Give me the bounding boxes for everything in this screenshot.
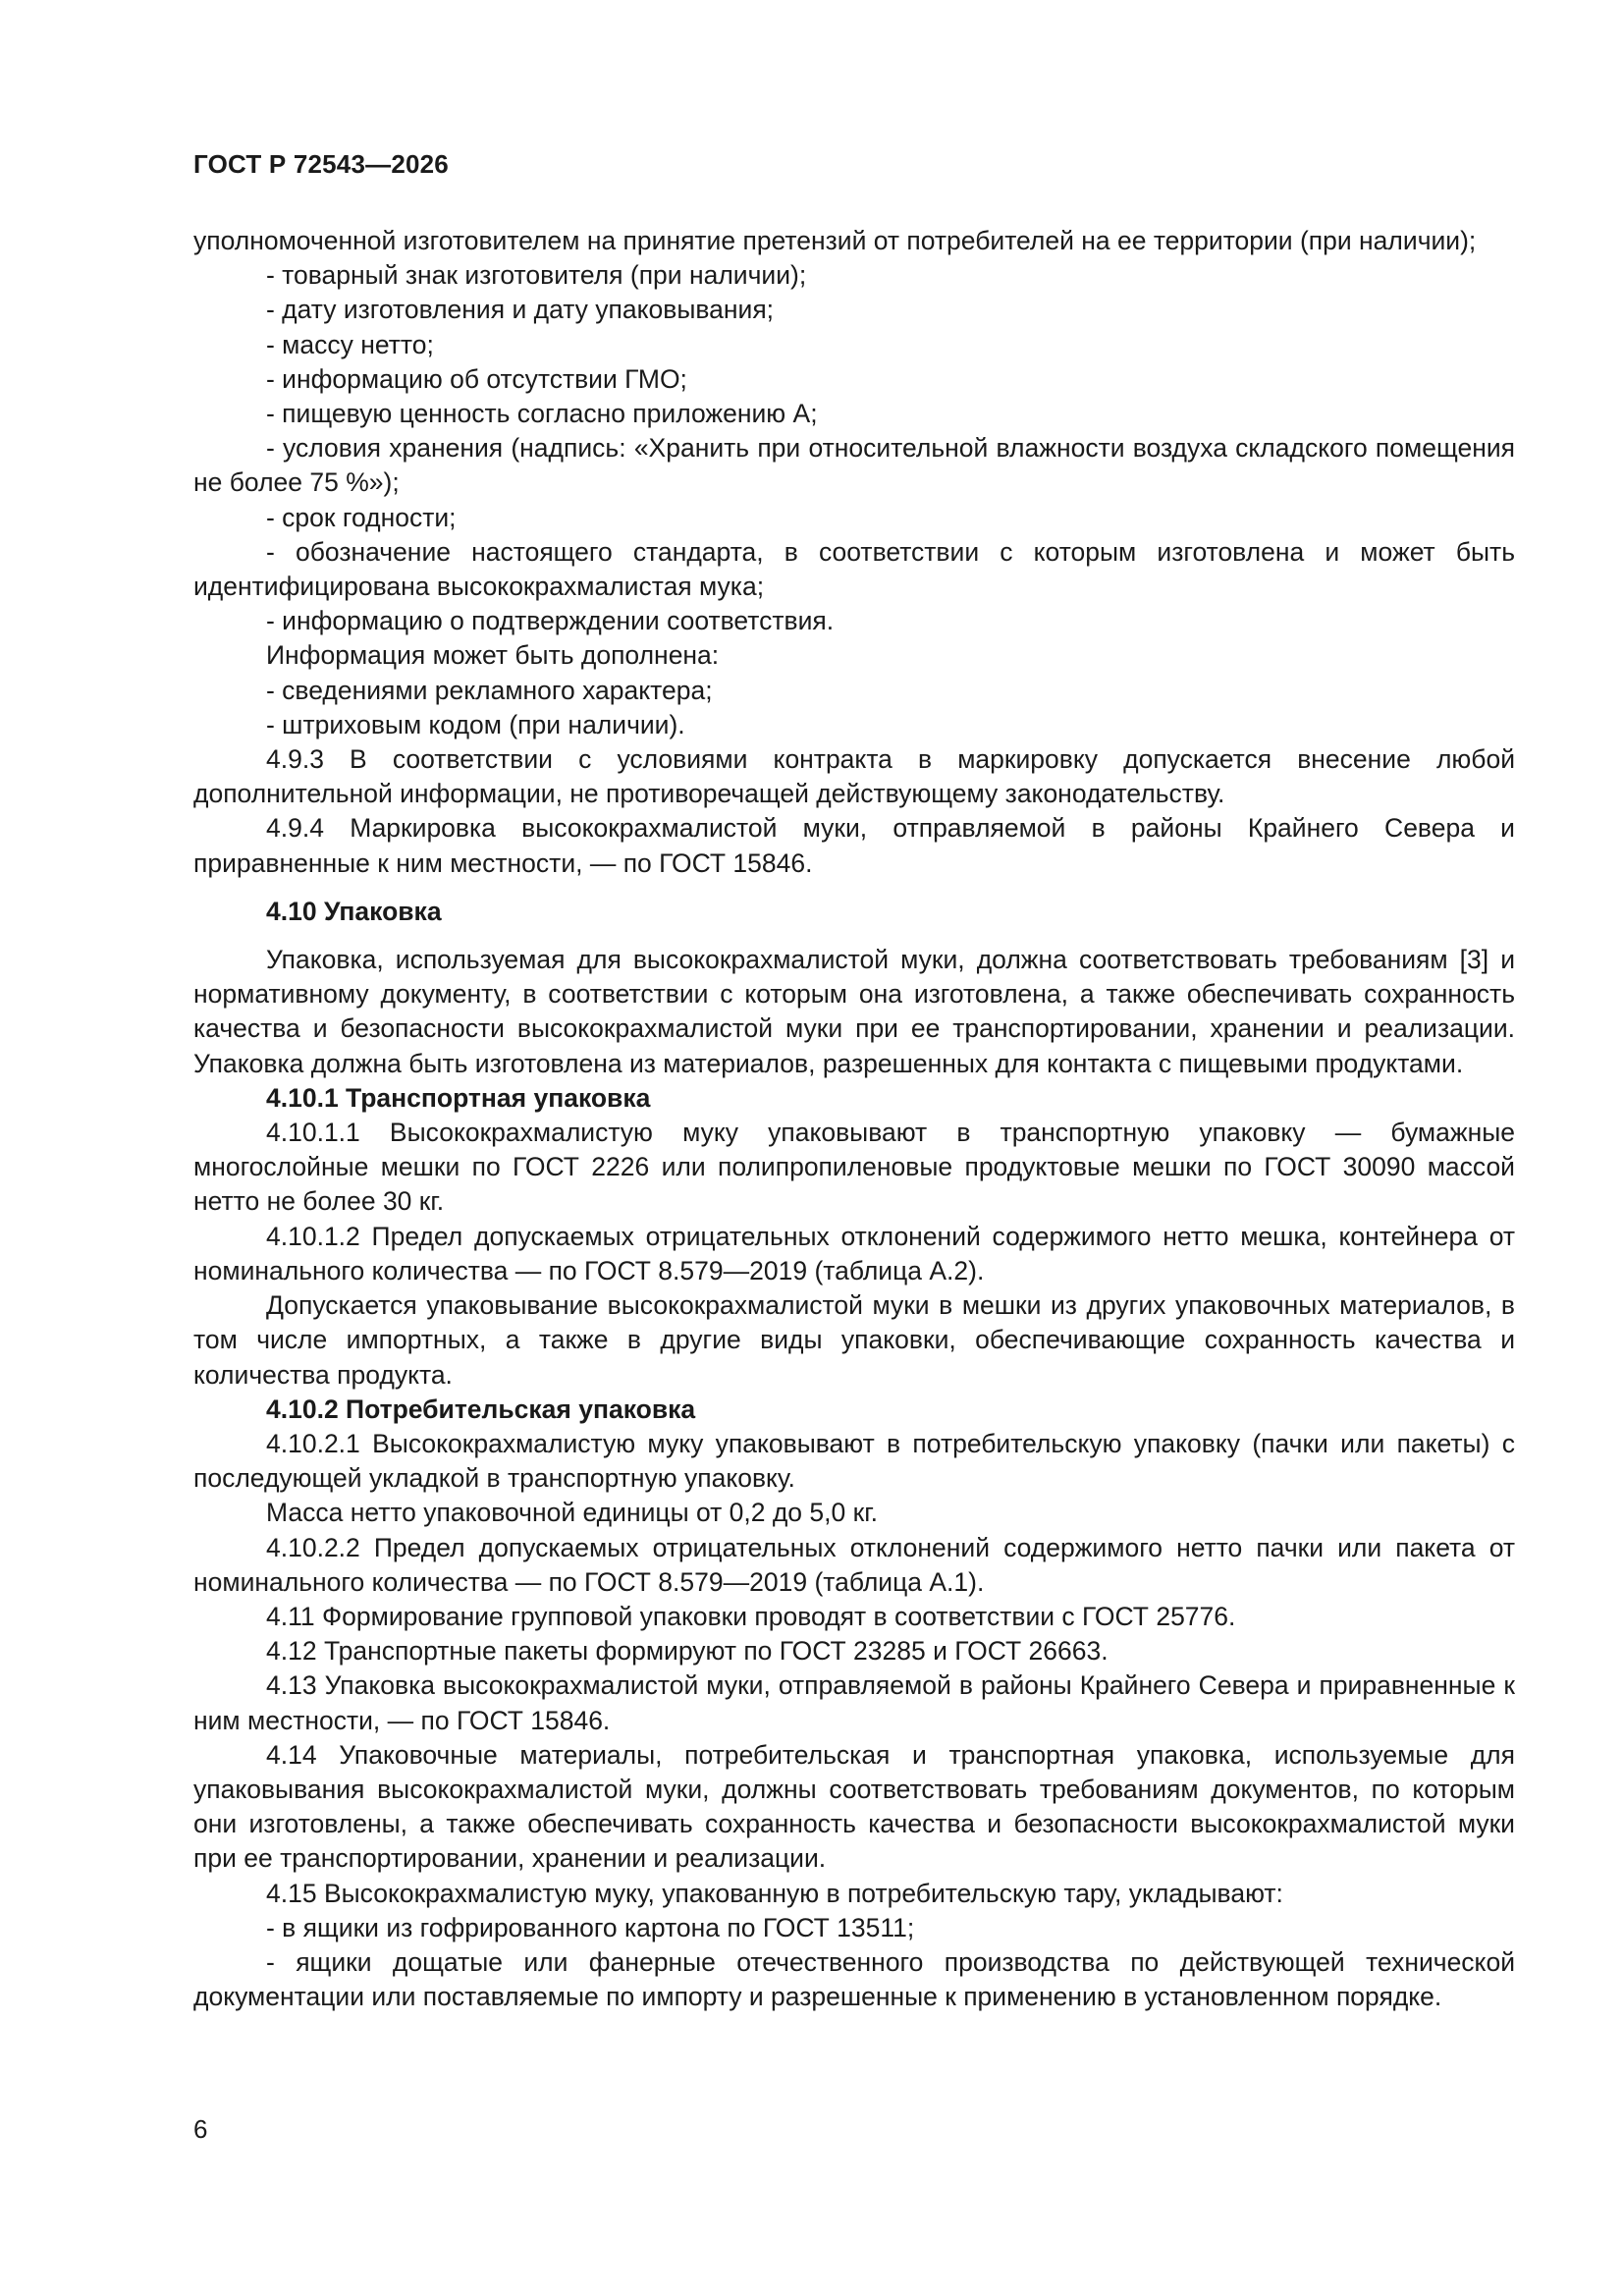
- list-item: - товарный знак изготовителя (при наличии);: [266, 260, 807, 291]
- paragraph: Информация может быть дополнена:: [266, 640, 720, 671]
- list-item: - дату изготовления и дату упаковывания;: [266, 295, 775, 325]
- list-item: - пищевую ценность согласно приложению А;: [266, 399, 818, 429]
- page-number: 6: [193, 2114, 208, 2144]
- clause-4-13: 4.13 Упаковка высококрахмалистой муки, отправляемой в районы Крайнего Севера и приравненные к ним местности, — по ГОСТ 15846.: [193, 1670, 1515, 1735]
- section-heading-4-10: 4.10 Упаковка: [266, 896, 442, 926]
- list-item: - штриховым кодом (при наличии).: [266, 709, 685, 739]
- clause-4-10-1-1: 4.10.1.1 Высококрахмалистую муку упаковывают в транспортную упаковку — бумажные многослойные мешки по ГОСТ 2226 или полипропиленовые продуктовые мешки по ГОСТ 30090 массой нетто не более 30 кг.: [193, 1118, 1515, 1217]
- list-item: - массу нетто;: [266, 329, 434, 359]
- paragraph: Допускается упаковывание высококрахмалистой муки в мешки из других упаковочных материалов, в том числе импортных, а также в другие виды упаковки, обеспечивающие сохранность качества и количества продукта.: [193, 1290, 1515, 1390]
- document-body: [193, 224, 1515, 2014]
- list-item: - информацию о подтверждении соответствия.: [266, 606, 835, 636]
- list-item: - ящики дощатые или фанерные отечественного производства по действующей технической документации или поставляемые по импорту и разрешенные к применению в установленном порядке.: [193, 1946, 1515, 2012]
- list-item: - условия хранения (надпись: «Хранить при относительной влажности воздуха складского помещения не более 75 %»);: [193, 433, 1515, 498]
- clause-4-11: 4.11 Формирование групповой упаковки проводят в соответствии с ГОСТ 25776.: [266, 1601, 1236, 1631]
- list-item: - в ящики из гофрированного картона по ГОСТ 13511;: [266, 1912, 915, 1942]
- clause-4-10-1-2: 4.10.1.2 Предел допускаемых отрицательных отклонений содержимого нетто мешка, контейнера от номинального количества — по ГОСТ 8.579—2019 (таблица А.2).: [193, 1221, 1515, 1285]
- clause-4-9-4: 4.9.4 Маркировка высококрахмалистой муки, отправляемой в районы Крайнего Севера и приравненные к ним местности, — по ГОСТ 15846.: [193, 813, 1515, 878]
- paragraph: Упаковка, используемая для высококрахмалистой муки, должна соответствовать требованиям [3] и нормативному документу, в соответствии с которым она изготовлена, а также обеспечивать сохранность качества и безопасности высококрахмалистой муки при ее транспортировании, хранении и реализации. Упаковка должна быть изготовлена из материалов, разрешенных для контакта с пищевыми продуктами.: [193, 945, 1515, 1078]
- clause-4-15: 4.15 Высококрахмалистую муку, упакованную в потребительскую тару, укладывают:: [266, 1878, 1283, 1908]
- subsection-heading-4-10-2: 4.10.2 Потребительская упаковка: [266, 1394, 696, 1424]
- list-item: - срок годности;: [266, 502, 457, 532]
- subsection-heading-4-10-1: 4.10.1 Транспортная упаковка: [266, 1082, 651, 1113]
- document-header: ГОСТ Р 72543—2026: [193, 149, 449, 179]
- list-item: - сведениями рекламного характера;: [266, 675, 713, 705]
- clause-4-10-2-1: 4.10.2.1 Высококрахмалистую муку упаковывают в потребительскую упаковку (пачки или пакеты) с последующей укладкой в транспортную упаковку.: [193, 1428, 1515, 1494]
- paragraph: Масса нетто упаковочной единицы от 0,2 до 5,0 кг.: [266, 1498, 878, 1528]
- paragraph: уполномоченной изготовителем на принятие претензий от потребителей на ее территории (при наличии);: [193, 226, 1477, 255]
- clause-4-10-2-2: 4.10.2.2 Предел допускаемых отрицательных отклонений содержимого нетто пачки или пакета от номинального количества — по ГОСТ 8.579—2019 (таблица А.1).: [193, 1532, 1515, 1597]
- list-item: - обозначение настоящего стандарта, в соответствии с которым изготовлена и может быть идентифицирована высококрахмалистая мука;: [193, 536, 1515, 602]
- clause-4-14: 4.14 Упаковочные материалы, потребительская и транспортная упаковка, используемые для упаковывания высококрахмалистой муки, должны соответствовать требованиям документов, по которым они изготовлены, а также обеспечивать сохранность качества и безопасности высококрахмалистой муки при ее транспортировании, хранении и реализации.: [193, 1739, 1515, 1874]
- list-item: - информацию об отсутствии ГМО;: [266, 363, 687, 394]
- clause-4-12: 4.12 Транспортные пакеты формируют по ГОСТ 23285 и ГОСТ 26663.: [266, 1636, 1109, 1667]
- clause-4-9-3: 4.9.3 В соответствии с условиями контракта в маркировку допускается внесение любой дополнительной информации, не противоречащей действующему законодательству.: [193, 744, 1515, 809]
